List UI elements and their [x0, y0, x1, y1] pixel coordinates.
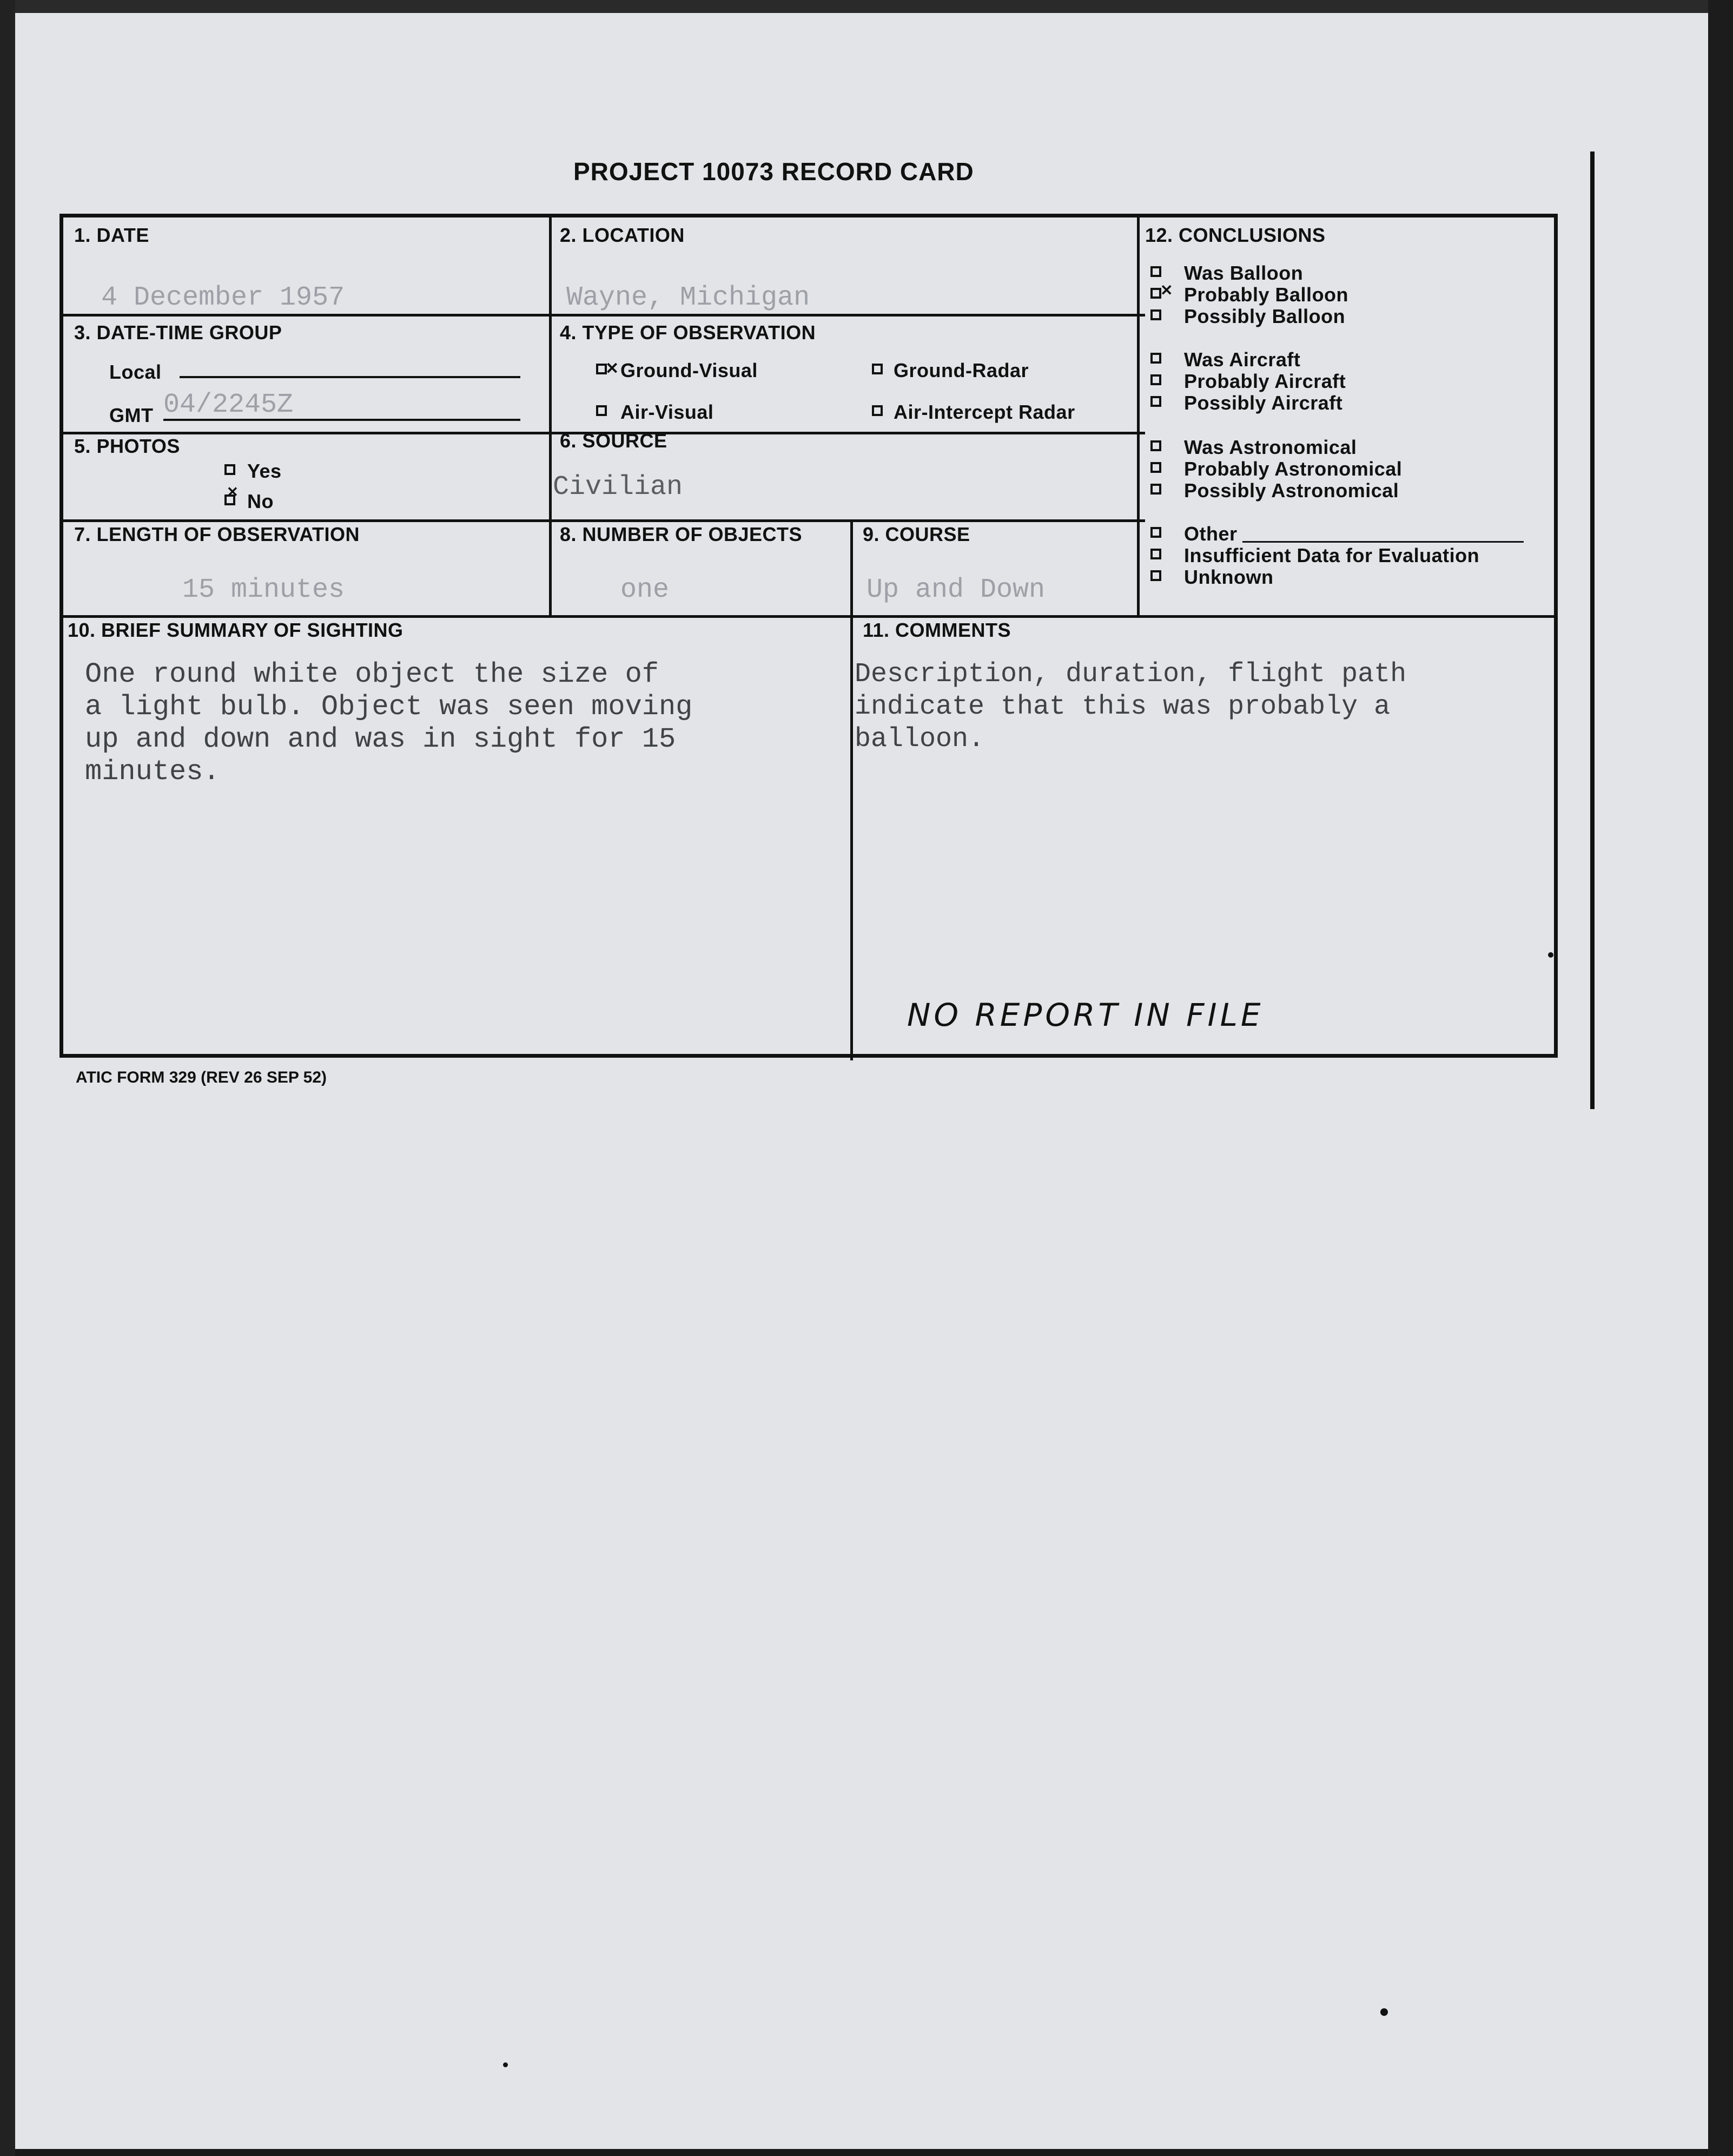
unknown-label: Unknown: [1184, 566, 1274, 588]
summary-line: up and down and was in sight for 15: [85, 723, 676, 755]
comments-line: indicate that this was probably a: [855, 691, 1391, 722]
divider-col-1: [549, 217, 552, 618]
speck: [503, 2062, 508, 2067]
comments-text: [855, 658, 1406, 756]
possibly-astronomical-checkbox[interactable]: [1150, 484, 1161, 495]
number-label: 8. NUMBER OF OBJECTS: [560, 523, 803, 545]
probably-balloon-checkbox[interactable]: [1150, 288, 1161, 299]
summary-label: 10. BRIEF SUMMARY OF SIGHTING: [68, 619, 404, 641]
scan-right-edge: [1708, 0, 1733, 2156]
probably-balloon-check-mark: ✕: [1160, 282, 1173, 299]
divider-row-3: [63, 519, 1145, 522]
was-astronomical-checkbox[interactable]: [1150, 440, 1161, 451]
dtg-gmt-value: 04/2245Z: [163, 390, 294, 420]
possibly-aircraft-label: Possibly Aircraft: [1184, 392, 1343, 414]
ground-radar-checkbox[interactable]: [872, 364, 883, 374]
was-balloon-label: Was Balloon: [1184, 262, 1304, 284]
insufficient-data-label: Insufficient Data for Evaluation: [1184, 544, 1480, 566]
summary-line: One round white object the size of: [85, 658, 659, 690]
unknown-checkbox[interactable]: [1150, 570, 1161, 581]
possibly-aircraft-checkbox[interactable]: [1150, 396, 1161, 407]
air-visual-checkbox[interactable]: [596, 405, 607, 416]
possibly-balloon-label: Possibly Balloon: [1184, 305, 1346, 327]
scan-top-edge: [0, 0, 1733, 13]
probably-astronomical-label: Probably Astronomical: [1184, 458, 1403, 480]
photos-no-label: No: [247, 490, 274, 512]
air-visual-label: Air-Visual: [620, 401, 714, 423]
length-label: 7. LENGTH OF OBSERVATION: [74, 523, 360, 545]
comments-label: 11. COMMENTS: [863, 619, 1011, 641]
divider-col-2: [850, 519, 853, 1060]
possibly-astronomical-label: Possibly Astronomical: [1184, 479, 1399, 502]
divider-row-4: [63, 615, 1556, 618]
was-aircraft-label: Was Aircraft: [1184, 348, 1301, 371]
source-label: 6. SOURCE: [560, 430, 667, 452]
handwritten-note: NO REPORT IN FILE: [907, 997, 1264, 1033]
date-value: 4 December 1957: [101, 282, 345, 313]
dtg-gmt-label: GMT: [109, 404, 154, 426]
photos-label: 5. PHOTOS: [74, 435, 180, 457]
number-value: one: [620, 575, 670, 605]
other-checkbox[interactable]: [1150, 527, 1161, 538]
ground-visual-label: Ground-Visual: [620, 359, 758, 381]
record-card-form: [59, 214, 1558, 1058]
photos-yes-checkbox[interactable]: [224, 464, 235, 475]
photos-no-check-mark: ✕: [227, 484, 239, 500]
probably-aircraft-label: Probably Aircraft: [1184, 370, 1346, 392]
length-value: 15 minutes: [182, 575, 345, 605]
was-aircraft-checkbox[interactable]: [1150, 353, 1161, 364]
scan-side-line: [1590, 151, 1595, 1109]
course-label: 9. COURSE: [863, 523, 970, 545]
other-label: Other: [1184, 523, 1238, 545]
conclusions-label: 12. CONCLUSIONS: [1145, 224, 1326, 246]
divider-col-3: [1137, 217, 1140, 618]
comments-line: balloon.: [855, 724, 985, 755]
speck: [1380, 2008, 1388, 2016]
location-label: 2. LOCATION: [560, 224, 685, 246]
comments-line: Description, duration, flight path: [855, 659, 1407, 690]
divider-row-1: [63, 314, 1145, 317]
summary-line: minutes.: [85, 756, 220, 788]
dtg-label: 3. DATE-TIME GROUP: [74, 321, 282, 344]
air-intercept-radar-checkbox[interactable]: [872, 405, 883, 416]
form-footer: ATIC FORM 329 (REV 26 SEP 52): [76, 1069, 327, 1086]
ground-visual-check-mark: ✕: [605, 360, 619, 378]
summary-text: [85, 658, 692, 788]
other-line: [1242, 541, 1524, 543]
location-value: Wayne, Michigan: [566, 282, 810, 313]
card-title: PROJECT 10073 RECORD CARD: [573, 157, 974, 186]
ground-radar-label: Ground-Radar: [894, 359, 1029, 381]
speck: [1548, 952, 1553, 958]
course-value: Up and Down: [867, 575, 1046, 605]
scan-left-edge: [0, 0, 15, 2156]
photos-yes-label: Yes: [247, 460, 282, 482]
insufficient-data-checkbox[interactable]: [1150, 549, 1161, 559]
air-intercept-radar-label: Air-Intercept Radar: [894, 401, 1075, 423]
source-value: Civilian: [553, 472, 683, 503]
summary-line: a light bulb. Object was seen moving: [85, 691, 693, 723]
was-balloon-checkbox[interactable]: [1150, 266, 1161, 277]
probably-astronomical-checkbox[interactable]: [1150, 462, 1161, 473]
date-label: 1. DATE: [74, 224, 149, 246]
possibly-balloon-checkbox[interactable]: [1150, 309, 1161, 320]
dtg-local-line: [180, 376, 520, 378]
type-obs-label: 4. TYPE OF OBSERVATION: [560, 321, 816, 344]
was-astronomical-label: Was Astronomical: [1184, 436, 1357, 458]
probably-aircraft-checkbox[interactable]: [1150, 374, 1161, 385]
dtg-local-label: Local: [109, 361, 162, 383]
probably-balloon-label: Probably Balloon: [1184, 283, 1349, 306]
